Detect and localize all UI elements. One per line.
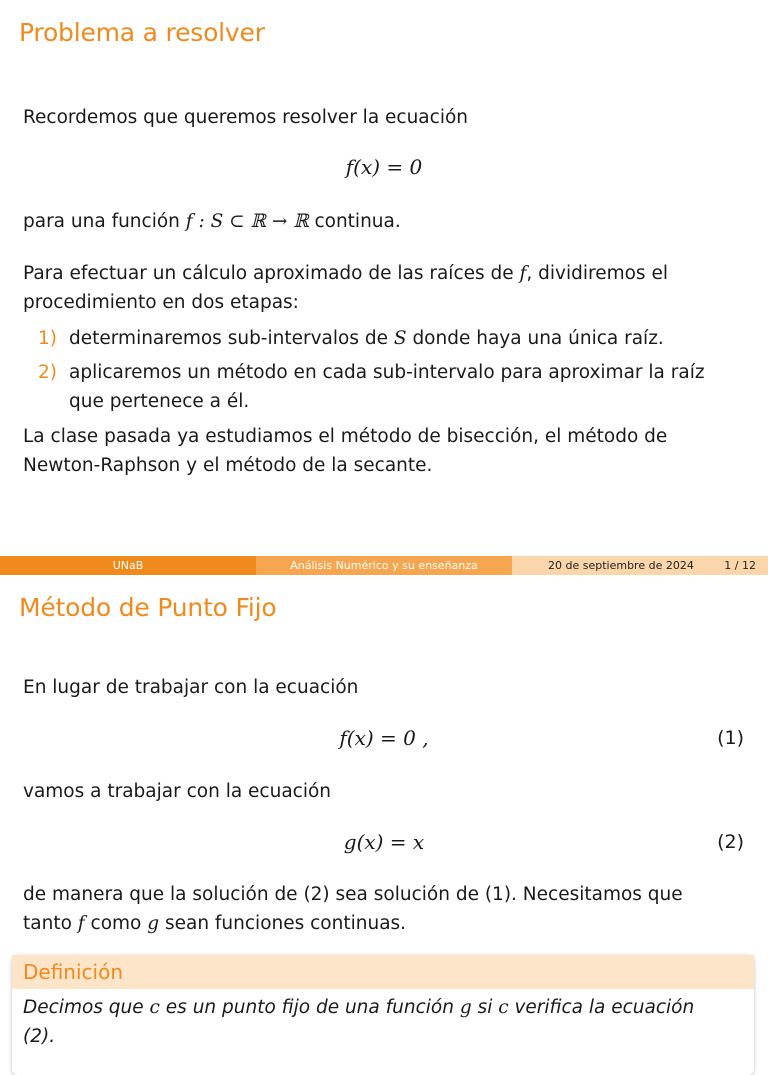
intro-text: En lugar de trabajar con la ecuación xyxy=(23,677,359,698)
math-inline: S xyxy=(393,328,407,349)
text: como xyxy=(84,913,148,934)
text: determinaremos sub-intervalos de xyxy=(69,328,394,349)
text: La clase pasada ya estudiamos el método de bisección, el método de xyxy=(23,426,668,447)
math-inline: f xyxy=(519,263,527,284)
previous-class-paragraph xyxy=(23,422,743,480)
text: (2). xyxy=(23,1026,56,1047)
text: , dividiremos el xyxy=(526,263,668,284)
list-number: 1) xyxy=(38,328,57,349)
definition-title: Definición xyxy=(12,955,754,989)
text: es un punto fijo de una función xyxy=(159,997,460,1018)
text: si xyxy=(471,997,499,1018)
footer-institution: UNaB xyxy=(0,556,256,575)
procedure-paragraph xyxy=(23,259,743,317)
slide-title: Método de Punto Fijo xyxy=(19,593,277,622)
continuity-paragraph xyxy=(23,880,743,938)
text: continua. xyxy=(308,211,401,232)
text: Para efectuar un cálculo aproximado de las raíces de xyxy=(23,263,520,284)
definition-block xyxy=(12,955,754,1075)
math-inline: g xyxy=(459,997,472,1018)
equation-number-2: (2) xyxy=(717,831,744,853)
list-item-1 xyxy=(38,324,738,353)
math-inline: c xyxy=(149,997,160,1018)
text: tanto xyxy=(23,913,78,934)
middle-text: vamos a trabajar con la ecuación xyxy=(23,781,332,802)
math-inline: g xyxy=(147,913,160,934)
slide-footer xyxy=(0,556,768,575)
list-item-2 xyxy=(38,358,738,416)
math-inline: f xyxy=(77,913,85,934)
footer-date: 20 de septiembre de 2024 xyxy=(548,559,694,572)
math-inline: f : S ⊂ ℝ → ℝ xyxy=(185,211,309,232)
list-number: 2) xyxy=(38,362,57,383)
math-inline: c xyxy=(498,997,509,1018)
footer-course: Análisis Numérico y su enseñanza xyxy=(256,556,512,575)
text: de manera que la solución de (2) sea solución de (1). Necesitamos que xyxy=(23,884,683,905)
text-continuation: que pertenece a él. xyxy=(69,391,250,412)
equation-f-zero: f(x) = 0 xyxy=(345,155,423,179)
text: sean funciones continuas. xyxy=(159,913,407,934)
text: donde haya una única raíz. xyxy=(406,328,664,349)
text: procedimiento en dos etapas: xyxy=(23,292,299,313)
slide-title: Problema a resolver xyxy=(19,18,265,47)
equation-2: g(x) = x xyxy=(343,830,425,854)
footer-date-page xyxy=(512,556,768,575)
text: Decimos que xyxy=(23,997,150,1018)
footer-page-number: 1 / 12 xyxy=(724,559,756,572)
slide-2 xyxy=(0,575,768,1047)
function-definition xyxy=(23,207,743,236)
intro-text: Recordemos que queremos resolver la ecuación xyxy=(23,107,469,128)
text: Newton-Raphson y el método de la secante. xyxy=(23,455,433,476)
text: verifica la ecuación xyxy=(508,997,695,1018)
equation-1: f(x) = 0 , xyxy=(339,726,429,750)
text: para una función xyxy=(23,211,186,232)
definition-body xyxy=(12,989,754,1055)
text: aplicaremos un método en cada sub-intervalo para aproximar la raíz xyxy=(69,362,705,383)
equation-number-1: (1) xyxy=(717,727,744,749)
